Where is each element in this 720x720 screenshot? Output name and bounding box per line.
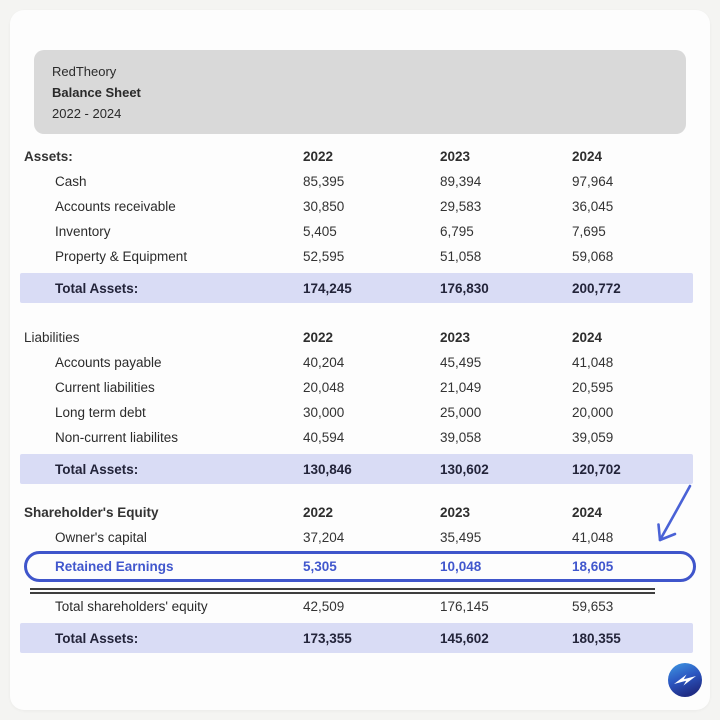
assets-header-row bbox=[10, 144, 710, 169]
annotation-arrow-icon bbox=[640, 480, 700, 552]
cell-value: 37,204 bbox=[303, 530, 345, 545]
balance-sheet-card bbox=[10, 10, 710, 710]
cell-value: 20,000 bbox=[572, 405, 614, 420]
total-value: 176,830 bbox=[440, 280, 489, 296]
lightning-bolt-logo-icon bbox=[668, 663, 702, 697]
cell-value: 5,305 bbox=[303, 559, 337, 574]
cell-value: 41,048 bbox=[572, 530, 614, 545]
column-year-2023: 2023 bbox=[440, 330, 471, 345]
document-title: Balance Sheet bbox=[52, 85, 141, 100]
column-year-2024: 2024 bbox=[572, 505, 603, 520]
table-row bbox=[10, 244, 710, 269]
cell-value: 35,495 bbox=[440, 530, 482, 545]
total-value: 173,355 bbox=[303, 630, 352, 646]
cell-value: 36,045 bbox=[572, 199, 614, 214]
equity-header-row bbox=[10, 500, 710, 525]
company-name: RedTheory bbox=[52, 64, 117, 79]
cell-value: 59,653 bbox=[572, 599, 614, 614]
retained-earnings-row bbox=[27, 554, 693, 579]
cell-value: 30,850 bbox=[303, 199, 345, 214]
cell-value: 45,495 bbox=[440, 355, 482, 370]
row-label: Retained Earnings bbox=[55, 559, 174, 574]
assets-section bbox=[10, 144, 710, 303]
row-label: Long term debt bbox=[55, 405, 146, 420]
cell-value: 20,595 bbox=[572, 380, 614, 395]
row-label: Accounts payable bbox=[55, 355, 162, 370]
total-value: 120,702 bbox=[572, 461, 621, 477]
table-row bbox=[10, 169, 710, 194]
cell-value: 40,594 bbox=[303, 430, 345, 445]
cell-value: 42,509 bbox=[303, 599, 345, 614]
row-label: Total shareholders' equity bbox=[55, 599, 208, 614]
cell-value: 7,695 bbox=[572, 224, 606, 239]
total-liabilities-band bbox=[20, 454, 693, 484]
column-year-2023: 2023 bbox=[440, 505, 471, 520]
table-row bbox=[10, 350, 710, 375]
cell-value: 5,405 bbox=[303, 224, 337, 239]
table-row bbox=[10, 525, 710, 550]
section-title: Assets: bbox=[24, 149, 73, 164]
liabilities-header-row bbox=[10, 325, 710, 350]
total-row bbox=[20, 273, 693, 303]
cell-value: 85,395 bbox=[303, 174, 345, 189]
total-row bbox=[20, 623, 693, 653]
column-year-2024: 2024 bbox=[572, 330, 603, 345]
total-value: 145,602 bbox=[440, 630, 489, 646]
row-label: Owner's capital bbox=[55, 530, 147, 545]
total-value: 200,772 bbox=[572, 280, 621, 296]
row-label: Property & Equipment bbox=[55, 249, 188, 264]
total-label: Total Assets: bbox=[55, 461, 139, 477]
cell-value: 59,068 bbox=[572, 249, 614, 264]
period-range: 2022 - 2024 bbox=[52, 106, 122, 121]
cell-value: 25,000 bbox=[440, 405, 482, 420]
total-value: 180,355 bbox=[572, 630, 621, 646]
total-value: 130,846 bbox=[303, 461, 352, 477]
row-label: Accounts receivable bbox=[55, 199, 176, 214]
row-label: Current liabilities bbox=[55, 380, 155, 395]
table-row bbox=[10, 400, 710, 425]
cell-value: 21,049 bbox=[440, 380, 482, 395]
cell-value: 51,058 bbox=[440, 249, 482, 264]
equity-section bbox=[10, 500, 710, 653]
column-year-2023: 2023 bbox=[440, 149, 471, 164]
total-label: Total Assets: bbox=[55, 630, 139, 646]
table-row bbox=[10, 375, 710, 400]
section-title: Shareholder's Equity bbox=[24, 505, 159, 520]
total-value: 174,245 bbox=[303, 280, 352, 296]
table-row bbox=[10, 219, 710, 244]
cell-value: 176,145 bbox=[440, 599, 489, 614]
total-shareholders-equity-row bbox=[10, 594, 710, 619]
cell-value: 29,583 bbox=[440, 199, 482, 214]
cell-value: 39,058 bbox=[440, 430, 482, 445]
cell-value: 89,394 bbox=[440, 174, 482, 189]
cell-value: 52,595 bbox=[303, 249, 345, 264]
total-assets-band bbox=[20, 273, 693, 303]
cell-value: 30,000 bbox=[303, 405, 345, 420]
table-row bbox=[10, 194, 710, 219]
cell-value: 39,059 bbox=[572, 430, 614, 445]
column-year-2022: 2022 bbox=[303, 330, 334, 345]
column-year-2022: 2022 bbox=[303, 505, 334, 520]
row-label: Cash bbox=[55, 174, 87, 189]
cell-value: 40,204 bbox=[303, 355, 345, 370]
cell-value: 6,795 bbox=[440, 224, 474, 239]
row-label: Inventory bbox=[55, 224, 111, 239]
section-title: Liabilities bbox=[24, 330, 80, 345]
retained-earnings-highlight-capsule bbox=[24, 551, 696, 582]
column-year-2022: 2022 bbox=[303, 149, 334, 164]
cell-value: 10,048 bbox=[440, 559, 482, 574]
cell-value: 18,605 bbox=[572, 559, 614, 574]
title-box bbox=[34, 50, 686, 134]
cell-value: 97,964 bbox=[572, 174, 614, 189]
total-equity-band bbox=[20, 623, 693, 653]
table-row bbox=[10, 425, 710, 450]
column-year-2024: 2024 bbox=[572, 149, 603, 164]
row-label: Non-current liabilites bbox=[55, 430, 179, 445]
cell-value: 20,048 bbox=[303, 380, 345, 395]
total-row bbox=[20, 454, 693, 484]
total-label: Total Assets: bbox=[55, 280, 139, 296]
liabilities-section bbox=[10, 325, 710, 484]
total-value: 130,602 bbox=[440, 461, 489, 477]
cell-value: 41,048 bbox=[572, 355, 614, 370]
